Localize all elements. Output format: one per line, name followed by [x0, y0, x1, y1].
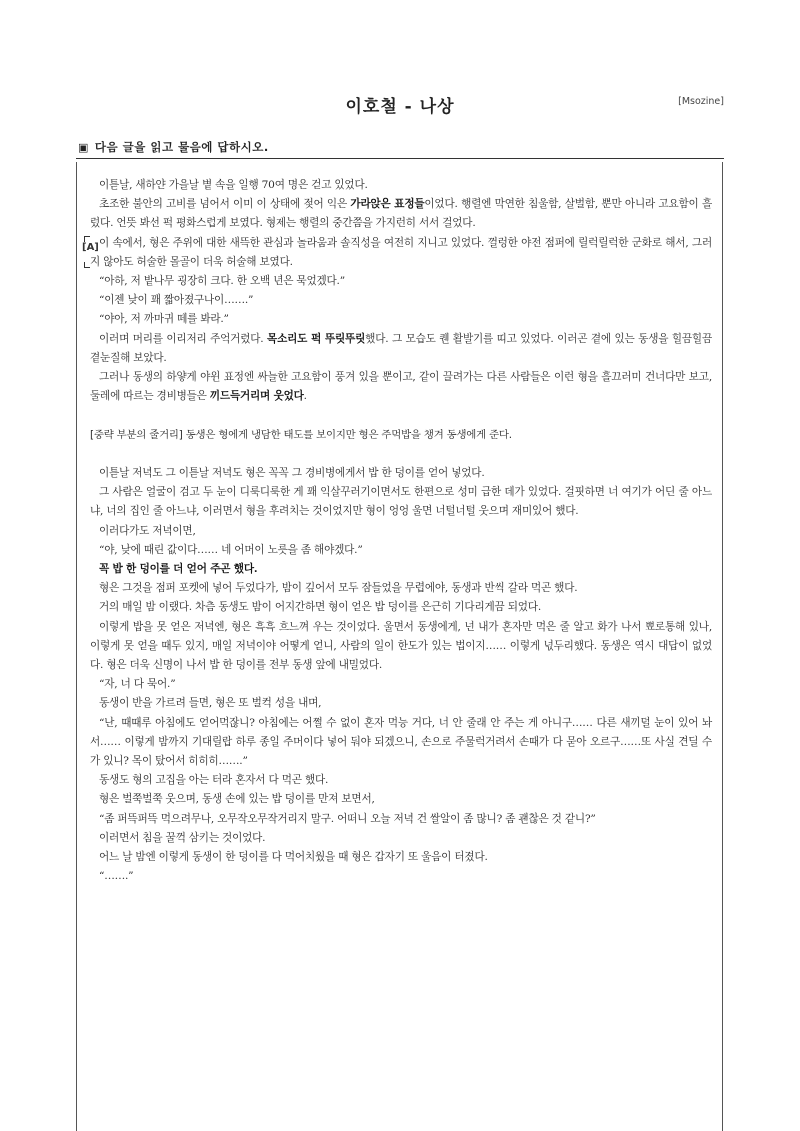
passage-marker-a: [A]: [82, 242, 99, 253]
dialogue: “난, 때때루 아침에도 얻어먹잖니? 아침에는 어쩔 수 없이 혼자 먹능 거다, 너 안 줄래 안 주는 게 아니구…… 다른 새끼덜 눈이 있어 놔서…… 이렇게 밤까지 기대릴랍 하루 종일 주머이다 넣어 둬야 되겠으니, 손으로 주물럭거려서 손때가 다 묻아 오르구……또 사실 견딜 수가 있니? 목이 탔어서 히히히…….”: [90, 716, 712, 768]
paragraph: 동생도 형의 고집을 아는 터라 혼자서 다 먹곤 했다.: [99, 774, 329, 787]
header-divider: [76, 158, 724, 159]
instruction: [78, 139, 269, 155]
dialogue: “이젠 낮이 꽤 짧아졌구나이…….”: [99, 294, 254, 307]
dialogue: “야, 낮에 때린 값이다…… 네 어머이 노릇을 좀 해야겠다.”: [99, 543, 363, 556]
emphasis: 목소리도 퍽 뚜릿뚜릿: [267, 332, 366, 345]
paragraph: 이러다가도 저녁이면,: [99, 524, 196, 537]
paragraph: 그러나 동생의 하얗게 야윈 표정엔 싸늘한 고요함이 풍겨 있을 뿐이고, 같이 끌려가는 다른 사람들은 이런 형을 흘끄러미 건너다만 보고, 둘레에 따르는 경비병들은 끼드득거리며 웃었다.: [90, 371, 712, 403]
paragraph: 어느 날 밤엔 이렇게 동생이 한 덩이를 다 먹어치웠을 때 형은 갑자기 또 울음이 터졌다.: [99, 851, 488, 864]
paragraph: 초조한 불안의 고비를 넘어서 이미 이 상태에 젖어 익은 가라앉은 표정들이었다. 행렬엔 막연한 침울함, 살벌함, 뿐만 아니라 고요함이 흘렀다. 언뜻 봐선 퍽 평화스럽게 보였다. 형제는 행렬의 중간쯤을 가지런히 서서 걸었다.: [90, 198, 712, 230]
dialogue: “좀 퍼뜩퍼뜩 먹으려무나, 오무작오무작거리지 말구. 어떠니 오늘 저녁 건 쌀알이 좀 많니? 좀 괜찮은 것 같니?”: [99, 812, 596, 825]
paragraph: 형은 벌쭉벌쭉 웃으며, 동생 손에 있는 밥 덩이를 만져 보면서,: [99, 793, 375, 806]
square-bullet-icon: ▣: [78, 141, 89, 154]
spacer: [90, 406, 712, 425]
paragraph: 이러며 머리를 이리저리 주억거렸다. 목소리도 퍽 뚜릿뚜릿했다. 그 모습도 퀜 활발기를 띠고 있었다. 이러곤 곁에 있는 동생을 힐끔힐끔 곁눈질해 보았다.: [90, 332, 712, 364]
emphasis: 끼드득거리며 웃었다: [209, 390, 304, 403]
paragraph: 그 사람은 얼굴이 검고 두 눈이 디룩디룩한 게 꽤 익살꾸러기이면서도 한편으로 성미 급한 데가 있었다. 걸핏하면 너 여기가 어딘 줄 아느냐, 너의 집인 줄 아느냐, 이러면서 형을 후려치는 것이었지만 형이 엉엉 울면 너털너털 웃으며 재미있어 했다.: [90, 486, 712, 518]
passage-box: [76, 162, 723, 1131]
paragraph: 이렇게 밥을 못 얻은 저녁엔, 형은 흑흑 흐느껴 우는 것이었다. 울면서 동생에게, 넌 내가 혼자만 먹은 줄 알고 화가 나서 뾰로통해 있나, 이렇게 못 얻을 때두 있지, 매일 저녁이야 어떻게 얻니, 사람의 일이 한도가 있는 법이지…… 이렇게 넋두리했다. 동생은 역시 대답이 없었다. 형은 더욱 신명이 나서 밥 한 덩이를 전부 동생 앞에 내밀었다.: [90, 620, 712, 672]
paragraph: 동생이 반을 가르려 들면, 형은 또 벌컥 성을 내며,: [99, 697, 322, 710]
paragraph: 이러면서 침을 꿀꺽 삼키는 것이었다.: [99, 831, 266, 844]
emphasis: 꼭 밥 한 덩이를 더 얻어 주곤 했다.: [99, 563, 258, 576]
dialogue: “…….”: [99, 870, 134, 883]
spacer: [90, 445, 712, 464]
paragraph-a: 이 속에서, 형은 주위에 대한 새뜩한 관심과 놀라움과 솔직성을 여전히 지니고 있었다. 껄렁한 야전 점퍼에 릴럭릴럭한 군화로 해서, 그러지 않아도 허술한 몰골이 더욱 허술해 보였다.: [90, 236, 712, 268]
summary-note: [중략 부분의 줄거리] 동생은 형에게 냉담한 태도를 보이지만 형은 주먹밥을 챙겨 동생에게 준다.: [90, 428, 512, 441]
paragraph: [90, 560, 712, 579]
paragraph: 거의 매일 밤 이랬다. 차츰 동생도 밤이 어지간하면 형이 얻은 밥 덩이를 은근히 기다리게끔 되었다.: [99, 601, 541, 614]
passage-text: [90, 176, 712, 886]
instruction-text: 다음 글을 읽고 물음에 답하시오.: [94, 140, 269, 154]
page-title: 이호철 - 나상: [345, 97, 455, 117]
dialogue: “아하, 저 밭나무 굉장히 크다. 한 오백 년은 묵었겠다.”: [99, 275, 345, 288]
paragraph: 이튿날, 새하얀 가을날 볕 속을 일행 70여 명은 걷고 있었다.: [99, 179, 368, 191]
paragraph: 이튿날 저녁도 그 이튿날 저녁도 형은 꼭꼭 그 경비병에게서 밥 한 덩이를 얻어 넣었다.: [99, 467, 485, 480]
dialogue: “야아, 저 까마귀 떼를 봐라.”: [99, 313, 229, 326]
emphasis: 가라앉은 표정들: [350, 198, 425, 211]
source-label: [Msozine]: [678, 96, 724, 107]
paragraph: 형은 그것을 점퍼 포켓에 넣어 두었다가, 밤이 깊어서 모두 잠들었을 무렵에야, 동생과 반씩 갈라 먹곤 했다.: [99, 582, 578, 595]
dialogue: “자, 너 다 묵어.”: [99, 678, 176, 691]
